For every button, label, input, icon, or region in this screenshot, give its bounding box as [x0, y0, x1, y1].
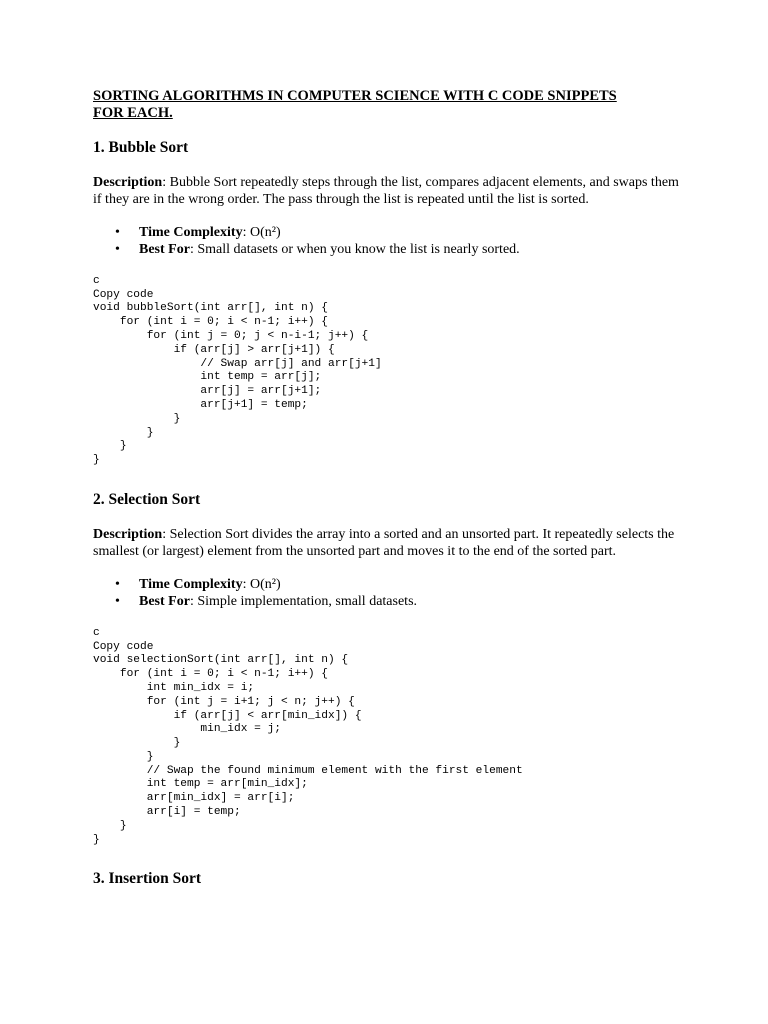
code-language-label: c	[93, 626, 100, 639]
description-label: Description	[93, 175, 163, 190]
bullet-text: : O(n²)	[242, 577, 281, 593]
description-text: : Bubble Sort repeatedly steps through the list, compares adjacent elements, and swaps them if they are in the wrong order. The pass through the list is repeated until the list is sorted.	[93, 175, 679, 207]
list-item	[93, 242, 683, 259]
bullet-label: Best For	[139, 593, 190, 609]
bullet-label: Time Complexity	[139, 225, 243, 241]
bullet-icon: •	[115, 225, 120, 241]
bullet-icon: •	[115, 593, 120, 609]
list-item	[93, 225, 683, 242]
list-item	[93, 577, 683, 594]
bullet-label: Time Complexity	[139, 577, 243, 593]
document-title	[93, 88, 683, 121]
description-text: : Selection Sort divides the array into a sorted and an unsorted part. It repeatedly selects the smallest (or largest) element from the unsorted part and moves it to the end of the sorted part.	[93, 526, 675, 559]
section-heading-insertion-sort: 3. Insertion Sort	[93, 870, 202, 888]
list-item	[93, 594, 683, 611]
copy-code-label: Copy code	[93, 640, 154, 653]
selection-sort-code-block: void selectionSort(int arr[], int n) { for (int i = 0; i < n-1; i++) { int min_idx = i; for (int j = i+1; j < n; j++) { if (arr[j] < arr[min_idx]) { min_idx = j; } } // Swap the found minimum element with the first element int temp = arr[min_idx]; arr[min_idx] = arr[i]; arr[i] = temp; } }	[93, 654, 523, 846]
bubble-sort-bullet-list	[93, 225, 683, 259]
bullet-text: : Simple implementation, small datasets.	[189, 593, 418, 609]
section-heading-selection-sort: 2. Selection Sort	[93, 490, 201, 508]
bubble-sort-code-block: void bubbleSort(int arr[], int n) { for (int i = 0; i < n-1; i++) { for (int j = 0; j < n-i-1; j++) { if (arr[j] > arr[j+1]) { // Swap arr[j] and arr[j+1] int temp = arr[j]; arr[j] = arr[j+1]; arr[j+1] = temp; } } } }	[93, 302, 382, 467]
section-heading-bubble-sort: 1. Bubble Sort	[93, 139, 189, 156]
selection-sort-description	[93, 527, 683, 560]
document-page	[93, 88, 683, 888]
bullet-label: Best For	[139, 241, 190, 257]
selection-sort-bullet-list	[93, 577, 683, 611]
description-label: Description	[93, 526, 163, 542]
code-language-label: c	[93, 274, 100, 287]
bullet-text: : O(n²)	[242, 225, 281, 241]
bullet-icon: •	[115, 241, 120, 257]
copy-code-label: Copy code	[93, 288, 154, 301]
bullet-text: : Small datasets or when you know the list is nearly sorted.	[189, 241, 520, 257]
bullet-icon: •	[115, 577, 120, 593]
document-title-line-1: SORTING ALGORITHMS IN COMPUTER SCIENCE WITH C CODE SNIPPETS	[93, 88, 617, 104]
document-title-line-2: FOR EACH.	[93, 104, 173, 121]
bubble-sort-description	[93, 175, 683, 208]
